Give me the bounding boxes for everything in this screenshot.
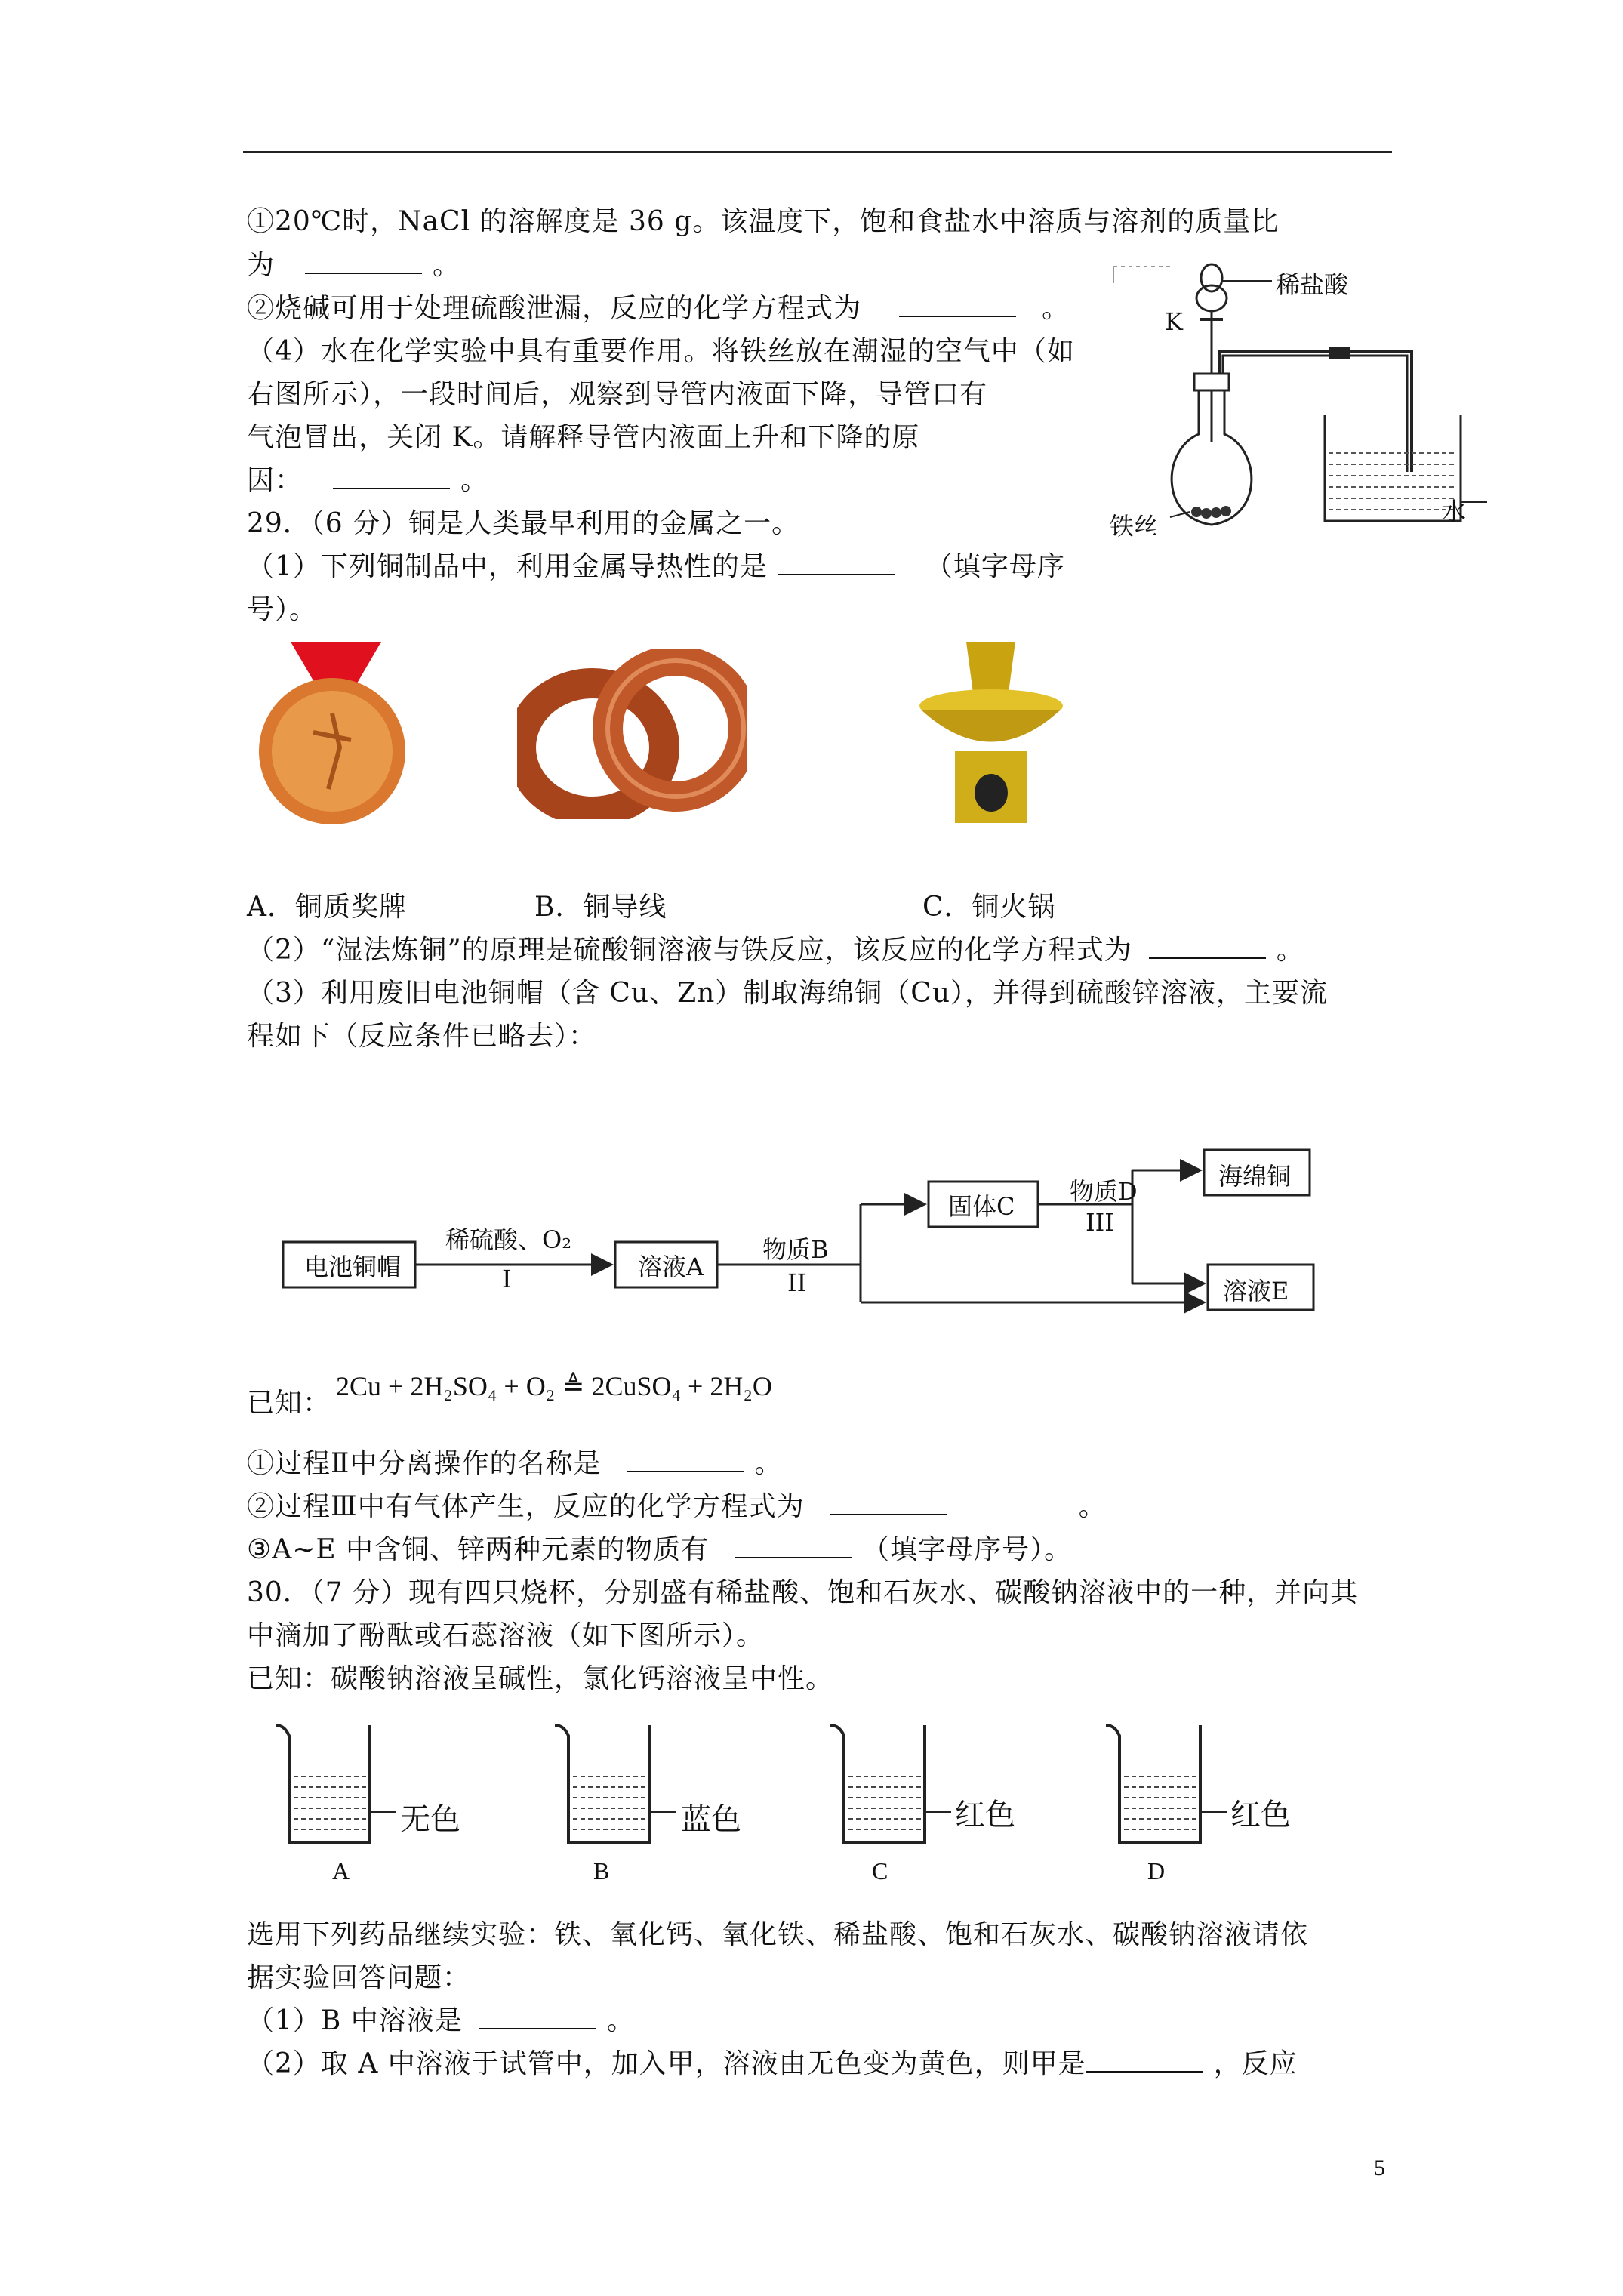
flow-solid-c: 固体C (948, 1192, 1015, 1221)
option-b: B．铜导线 (534, 892, 667, 923)
answer-blank[interactable] (627, 1448, 744, 1472)
answer-blank[interactable] (778, 551, 895, 575)
k-label: K (1165, 307, 1183, 336)
header-rule (243, 151, 1392, 153)
text-line: 选用下列药品继续实验：铁、氧化钙、氧化铁、稀盐酸、饱和石灰水、碳酸钠溶液请依 (247, 1919, 1309, 1950)
text-line: ①过程Ⅱ中分离操作的名称是 。 (247, 1448, 783, 1479)
flow-solution-e: 溶液E (1223, 1277, 1289, 1305)
flow-start: 电池铜帽 (304, 1253, 402, 1281)
text-line: 据实验回答问题： (247, 1962, 471, 1993)
flow-solution-a: 溶液A (638, 1253, 704, 1281)
answer-blank[interactable] (1149, 935, 1266, 959)
option-a: A．铜质奖牌 (247, 892, 407, 923)
text-line: 为 。 (247, 250, 461, 281)
beaker-a-color: 无色 (400, 1802, 460, 1837)
text-line: （3）利用废旧电池铜帽（含 Cu、Zn）制取海绵铜（Cu），并得到硫酸锌溶液，主要流 (247, 978, 1329, 1009)
copper-medal-image (253, 642, 411, 827)
answer-blank[interactable] (1086, 2048, 1203, 2073)
answer-blank[interactable] (830, 1491, 947, 1515)
text-line: 号）。 (247, 594, 318, 625)
beaker-b-letter: B (593, 1857, 610, 1885)
option-c: C．铜火锅 (922, 892, 1056, 923)
answer-blank[interactable] (479, 2005, 596, 2029)
answer-blank[interactable] (305, 250, 422, 274)
wire-label: 铁丝 (1110, 512, 1159, 541)
flow-step1-number: I (502, 1265, 512, 1293)
answer-blank[interactable] (333, 465, 450, 489)
flow-step2-reagent: 物质B (762, 1235, 829, 1264)
text-line: （4）水在化学实验中具有重要作用。将铁丝放在潮湿的空气中（如 (247, 336, 1075, 367)
text-line: ③A~E 中含铜、锌两种元素的物质有 （填字母序号）。 (247, 1534, 1073, 1565)
text-line: （1）下列铜制品中，利用金属导热性的是 （填字母序 (247, 551, 1065, 582)
copper-hotpot-image (910, 638, 1072, 827)
text-line: 程如下（反应条件已略去）： (247, 1021, 597, 1052)
text-line: （2）“湿法炼铜”的原理是硫酸铜溶液与铁反应，该反应的化学方程式为 。 (247, 935, 1304, 966)
text-line: 已知：碳酸钠溶液呈碱性，氯化钙溶液呈中性。 (247, 1663, 834, 1694)
text-line: ②过程Ⅲ中有气体产生，反应的化学方程式为 。 (247, 1491, 1107, 1522)
known-equation: 2Cu + 2H₂SO₄ + O₂ ≜ 2CuSO₄ + 2H₂O (336, 1371, 772, 1401)
beaker-c-color: 红色 (955, 1798, 1015, 1832)
text-line: （1）B 中溶液是 。 (247, 2005, 635, 2036)
acid-label: 稀盐酸 (1276, 270, 1349, 299)
answer-blank[interactable] (899, 293, 1016, 317)
text-line: ①20℃时，NaCl 的溶解度是 36 g。该温度下，饱和食盐水中溶质与溶剂的质量比 (247, 206, 1280, 237)
text-line: 因： 。 (247, 465, 489, 496)
question-29: 29．（6 分）铜是人类最早利用的金属之一。 (247, 508, 800, 539)
page-number: 5 (1374, 2156, 1385, 2180)
text-line: 气泡冒出，关闭 K。请解释导管内液面上升和下降的原 (247, 422, 920, 453)
water-label: 水 (1442, 497, 1467, 525)
beaker-d-color: 红色 (1230, 1798, 1291, 1832)
beaker-c-letter: C (872, 1857, 888, 1885)
beaker-a-letter: A (332, 1857, 350, 1885)
answer-blank[interactable] (735, 1534, 852, 1558)
flow-step1-reagent: 稀硫酸、O₂ (445, 1225, 572, 1254)
flow-step3-reagent: 物质D (1070, 1177, 1138, 1206)
flow-sponge-copper: 海绵铜 (1218, 1162, 1292, 1191)
question-30: 30．（7 分）现有四只烧杯，分别盛有稀盐酸、饱和石灰水、碳酸钠溶液中的一种，并向其 (247, 1577, 1359, 1608)
text-line: 已知： (247, 1388, 331, 1419)
copper-wire-image (517, 649, 747, 819)
text-line: 右图所示），一段时间后，观察到导管内液面下降，导管口有 (247, 379, 988, 410)
flow-step3-number: III (1086, 1208, 1114, 1237)
flow-step2-number: II (787, 1268, 807, 1297)
text-line: 中滴加了酚酞或石蕊溶液（如下图所示）。 (247, 1620, 765, 1651)
beaker-d-letter: D (1147, 1857, 1166, 1885)
text-line: ②烧碱可用于处理硫酸泄漏，反应的化学方程式为 。 (247, 293, 1070, 324)
beaker-b-color: 蓝色 (681, 1802, 741, 1837)
text-line: （2）取 A 中溶液于试管中，加入甲，溶液由无色变为黄色，则甲是 ，反应 (247, 2048, 1298, 2079)
